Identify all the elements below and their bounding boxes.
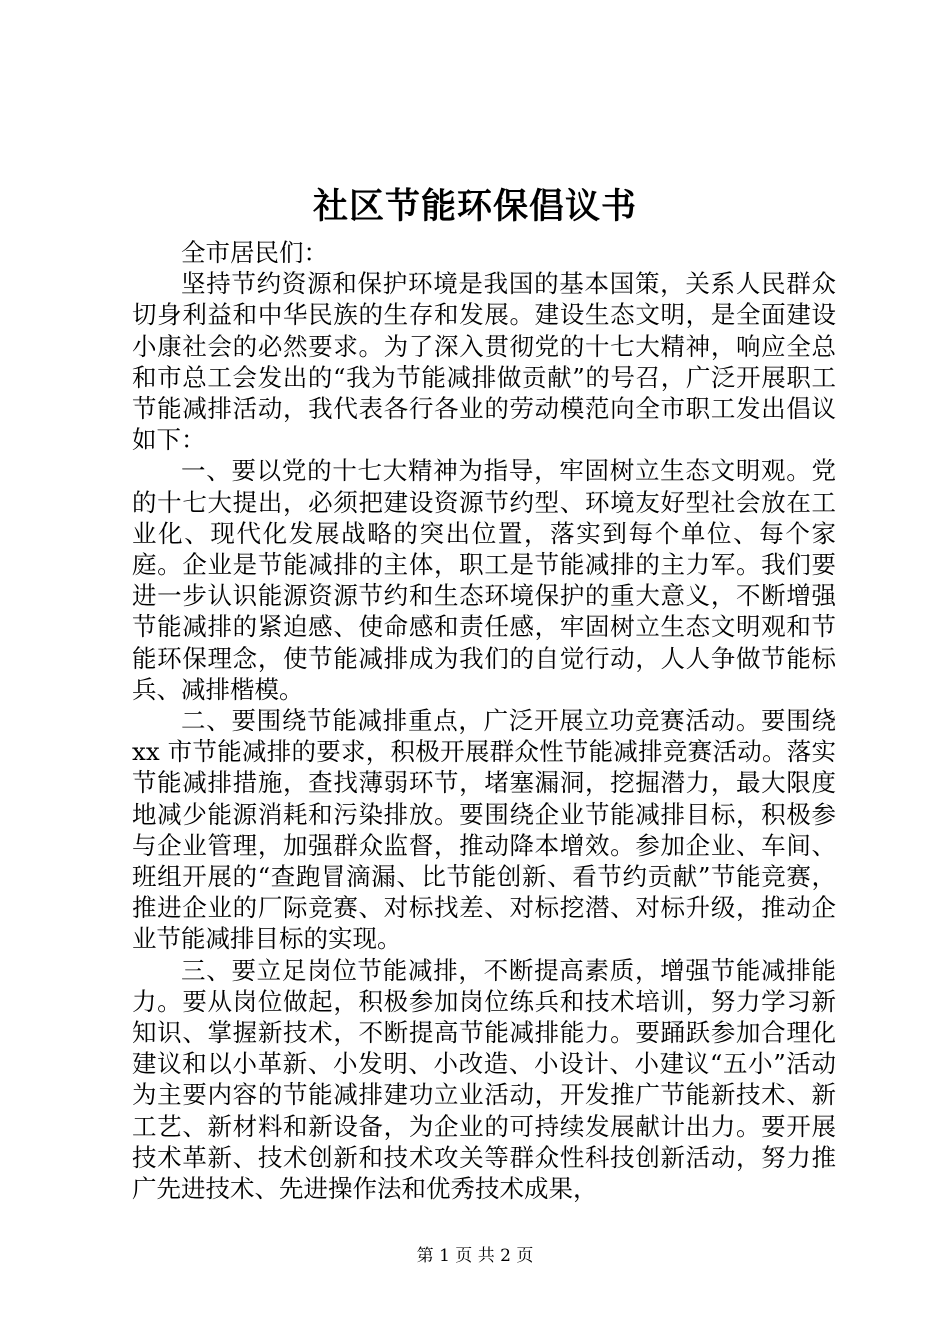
- paragraph-intro: 坚持节约资源和保护环境是我国的基本国策，关系人民群众切身利益和中华民族的生存和发展。建设生态文明，是全面建设小康社会的必然要求。为了深入贯彻党的十七大精神，响应全总和市总工会发出的“我为节能减排做贡献”的号召，广泛开展职工节能减排活动，我代表各行各业的劳动模范向全市职工发出倡议如下：: [132, 269, 836, 455]
- document-body: [132, 237, 836, 1204]
- paragraph-point-1: 一、要以党的十七大精神为指导，牢固树立生态文明观。党的十七大提出，必须把建设资源节约型、环境友好型社会放在工业化、现代化发展战略的突出位置，落实到每个单位、每个家庭。企业是节能减排的主体，职工是节能减排的主力军。我们要进一步认识能源资源节约和生态环境保护的重大意义，不断增强节能减排的紧迫感、使命感和责任感，牢固树立生态文明观和节能环保理念，使节能减排成为我们的自觉行动，人人争做节能标兵、减排楷模。: [132, 456, 836, 704]
- paragraph-point-2: 二、要围绕节能减排重点，广泛开展立功竞赛活动。要围绕 xx 市节能减排的要求，积极开展群众性节能减排竞赛活动。落实节能减排措施，查找薄弱环节，堵塞漏洞，挖掘潜力，最大限度地减少能源消耗和污染排放。要围绕企业节能减排目标，积极参与企业管理，加强群众监督，推动降本增效。参加企业、车间、班组开展的“查跑冒滴漏、比节能创新、看节约贡献”节能竞赛，推进企业的厂际竞赛、对标找差、对标挖潜、对标升级，推动企业节能减排目标的实现。: [132, 706, 836, 954]
- paragraph-point-3: 三、要立足岗位节能减排，不断提高素质，增强节能减排能力。要从岗位做起，积极参加岗位练兵和技术培训，努力学习新知识、掌握新技术，不断提高节能减排能力。要踊跃参加合理化建议和以小革新、小发明、小改造、小设计、小建议“五小”活动为主要内容的节能减排建功立业活动，开发推广节能新技术、新工艺、新材料和新设备，为企业的可持续发展献计出力。要开展技术革新、技术创新和技术攻关等群众性科技创新活动，努力推广先进技术、先进操作法和优秀技术成果，: [132, 955, 836, 1204]
- salutation: 全市居民们：: [181, 238, 328, 267]
- page-footer: 第 1 页 共 2 页: [416, 1246, 534, 1266]
- document-title: 社区节能环保倡议书: [312, 186, 637, 227]
